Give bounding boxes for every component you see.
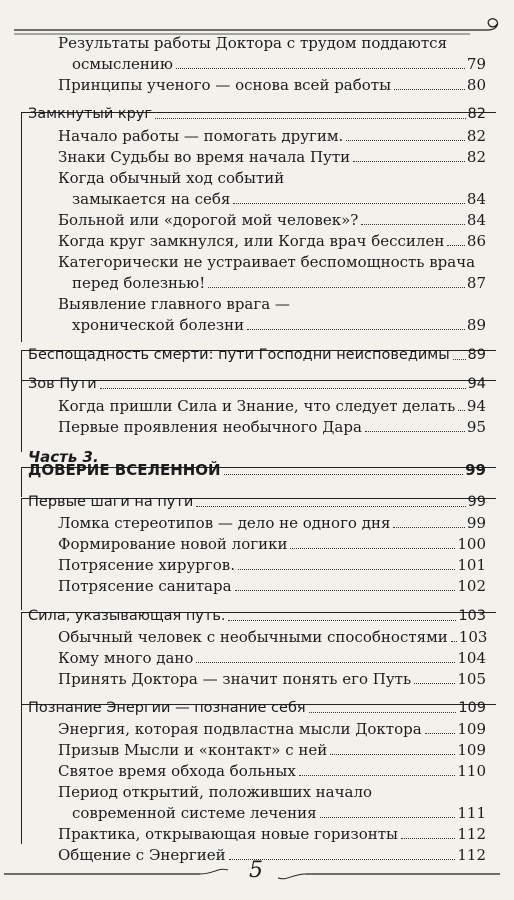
bottom-flourish-left [200,869,228,874]
toc-entry-title: Формирование новой логики [58,535,288,553]
toc-entry [58,294,486,314]
toc-dot-leader [196,662,455,663]
toc-entry-title: Кому много дано [58,649,194,667]
toc-entry-title: Знаки Судьбы во время начала Пути [58,148,351,166]
page-number: 5 [249,858,263,883]
toc-entry [58,126,486,146]
toc-dot-leader [320,817,456,818]
toc-dot-leader [394,89,465,90]
toc-dot-leader [224,474,464,475]
toc-dot-leader [346,140,465,141]
toc-entry-title: Призыв Мысли и «контакт» с ней [58,741,328,759]
toc-page-number: 112 [457,846,486,864]
toc-page-number: 89 [466,316,486,334]
section-bar [21,498,22,610]
toc-entry [58,719,486,739]
part-label: Часть 3. [28,448,99,466]
toc-part-heading [28,460,486,480]
toc-entry [58,513,486,533]
toc-entry [72,54,486,74]
toc-entry-title: Принципы ученого — основа всей работы [58,76,392,94]
toc-entry-title: Ломка стереотипов — дело не одного дня [58,514,391,532]
toc-entry-title: Когда обычный ход событий [58,169,285,187]
toc-entry-title: Обычный человек с необычными способностями [58,628,448,646]
toc-section-entry [28,492,486,512]
toc-dot-leader [401,838,455,839]
toc-page-number: 86 [466,232,486,250]
toc-entry [58,740,486,760]
toc-dot-leader [247,329,465,330]
toc-dot-leader [447,245,465,246]
toc-entry-title: Принять Доктора — значит понять его Путь [58,670,412,688]
toc-dot-leader [100,388,466,389]
toc-dot-leader [233,203,465,204]
toc-dot-leader [393,527,464,528]
toc-entry [58,231,486,251]
toc-entry-title: Когда пришли Сила и Знание, что следует делать [58,397,456,415]
toc-dot-leader [299,775,456,776]
toc-page-number: 99 [466,514,486,532]
section-bar [21,704,22,844]
toc-entry-title: Первые проявления необычного Дара [58,418,362,436]
toc-entry-title: ДОВЕРИЕ ВСЕЛЕННОЙ [28,461,221,479]
toc-page-number: 104 [457,649,486,667]
toc-entry-title: перед болезнью! [72,274,206,292]
toc-entry-title: Общение с Энергией [58,846,226,864]
top-flourish [488,19,498,30]
section-bar [21,350,22,380]
toc-dot-leader [458,410,465,411]
toc-page-number: 89 [467,347,486,363]
toc-page-number: 103 [458,608,486,624]
toc-page-number: 99 [465,461,486,479]
toc-page-number: 82 [467,106,486,122]
toc-dot-leader [451,641,457,642]
toc-entry-title: Сила, указывающая путь. [28,608,226,624]
toc-dot-leader [176,68,465,69]
section-bar [21,612,22,704]
toc-entry-title: Энергия, которая подвластна мысли Доктора [58,720,422,738]
toc-dot-leader [353,161,465,162]
toc-dot-leader [155,118,466,119]
toc-entry [58,396,486,416]
toc-page-number: 103 [458,628,488,646]
toc-entry-title: Практика, открывающая новые горизонты [58,825,398,843]
toc-page-number: 95 [466,418,486,436]
toc-entry-title: Познание Энергии — познание себя [28,700,306,716]
toc-page-number: 100 [457,535,486,553]
toc-entry [58,555,486,575]
toc-page-number: 109 [457,741,486,759]
toc-page-number: 105 [457,670,486,688]
toc-page-number: 110 [457,762,486,780]
section-bar [21,112,22,342]
toc-dot-leader [361,224,465,225]
toc-section-entry [28,698,486,718]
toc-entry-title: Замкнутый круг [28,106,153,122]
toc-entry-title: Беспощадность смерти: пути Господни неисповедимы [28,347,450,363]
toc-entry [58,210,486,230]
toc-page-number: 94 [466,397,486,415]
toc-dot-leader [365,431,465,432]
toc-entry [72,189,486,209]
toc-dot-leader [290,548,455,549]
toc-page-number: 87 [466,274,486,292]
toc-page-number: 80 [466,76,486,94]
toc-entry-title: Святое время обхода больных [58,762,296,780]
toc-page-number: 84 [466,211,486,229]
toc-entry [58,782,486,802]
toc-entry [58,534,486,554]
toc-dot-leader [196,506,465,507]
toc-dot-leader [309,712,457,713]
toc-page-number: 84 [466,190,486,208]
toc-dot-leader [228,620,456,621]
toc-entry [58,252,486,272]
toc-section-entry [28,374,486,394]
section-bar [21,467,22,497]
toc-page-number: 112 [457,825,486,843]
toc-entry-title: Период открытий, положивших начало [58,783,373,801]
toc-entry-title: Первые шаги на пути [28,494,194,510]
toc-dot-leader [238,569,455,570]
toc-page-number: 102 [457,577,486,595]
toc-entry [58,417,486,437]
toc-page-number: 82 [466,148,486,166]
toc-entry [72,273,486,293]
toc-page-number: 109 [458,700,486,716]
toc-page-number: 94 [467,376,486,392]
toc-page-number: 99 [467,494,486,510]
toc-entry-title: осмыслению [72,55,173,73]
toc-entry [58,75,486,95]
toc-entry [58,33,486,53]
toc-entry [72,803,486,823]
toc-dot-leader [425,733,456,734]
toc-entry [72,315,486,335]
toc-section-entry [28,606,486,626]
toc-entry [58,761,486,781]
toc-dot-leader [330,754,455,755]
toc-entry-title: Зов Пути [28,376,97,392]
toc-entry-title: Потрясение хирургов. [58,556,235,574]
toc-entry-title: Категорически не устраивает беспомощность врача [58,253,476,271]
toc-entry-title: Начало работы — помогать другим. [58,127,344,145]
toc-entry-title: Потрясение санитара [58,577,232,595]
toc-entry-title: хронической болезни [72,316,245,334]
toc-page-number: 79 [466,55,486,73]
toc-page-number: 101 [457,556,486,574]
toc-entry-title: Выявление главного врага — [58,295,290,313]
toc-section-entry [28,345,486,365]
toc-entry-title: Больной или «дорогой мой человек»? [58,211,359,229]
toc-entry-title: Результаты работы Доктора с трудом поддаются [58,34,448,52]
toc-dot-leader [453,359,466,360]
toc-entry [58,147,486,167]
toc-dot-leader [414,683,455,684]
toc-dot-leader [235,590,456,591]
toc-entry-title: современной системе лечения [72,804,317,822]
toc-page-number: 82 [466,127,486,145]
toc-entry [58,824,486,844]
toc-entry [58,627,486,647]
toc-section-entry [28,104,486,124]
toc-page-number: 111 [457,804,486,822]
toc-page-number: 109 [457,720,486,738]
toc-entry [58,669,486,689]
toc-entry-title: Когда круг замкнулся, или Когда врач бессилен [58,232,445,250]
toc-entry-title: замыкается на себя [72,190,231,208]
toc-entry [58,168,486,188]
toc-entry [58,576,486,596]
toc-entry [58,648,486,668]
section-bar [21,380,22,452]
toc-dot-leader [208,287,465,288]
